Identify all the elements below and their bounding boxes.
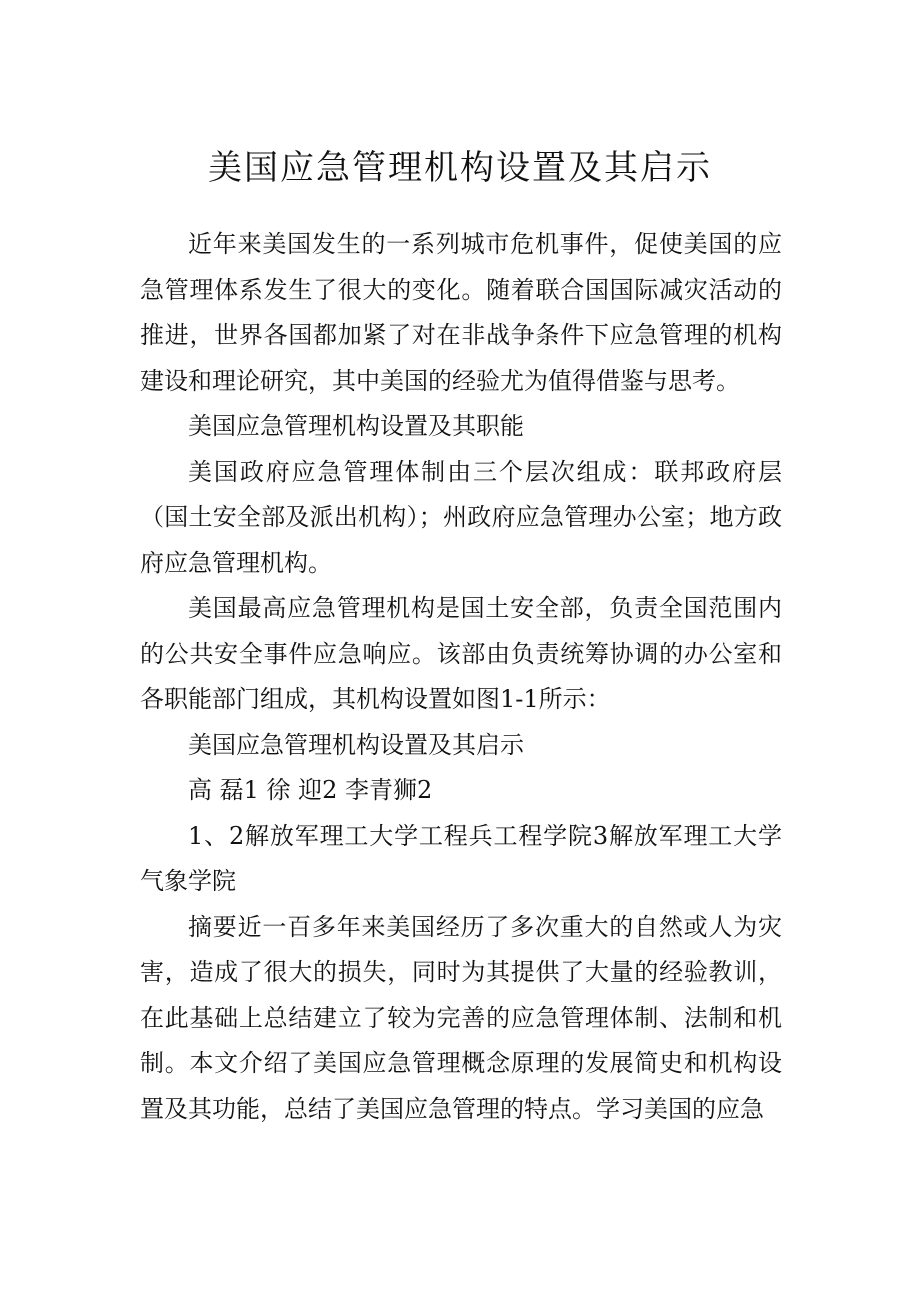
paragraph-intro: 近年来美国发生的一系列城市危机事件，促使美国的应急管理体系发生了很大的变化。随着联合国国际减灾活动的推进，世界各国都加紧了对在非战争条件下应急管理的机构建设和理论研究，其中美国的经验尤为值得借鉴与思考。 xyxy=(140,230,782,395)
document-body xyxy=(140,222,782,1132)
paragraph-system-levels: 美国政府应急管理体制由三个层次组成：联邦政府层（国土安全部及派出机构）；州政府应急管理办公室；地方政府应急管理机构。 xyxy=(140,457,782,577)
paper-title-line: 美国应急管理机构设置及其启示 xyxy=(188,730,524,759)
section-heading-functions: 美国应急管理机构设置及其职能 xyxy=(188,412,524,440)
authors-line: 高 磊1 徐 迎2 李青狮2 xyxy=(188,776,433,804)
document-title: 美国应急管理机构设置及其启示 xyxy=(208,148,712,188)
paragraph-homeland-security: 美国最高应急管理机构是国土安全部，负责全国范围内的公共安全事件应急响应。该部由负责统筹协调的办公室和各职能部门组成，其机构设置如图1-1所示： xyxy=(140,594,782,713)
abstract-paragraph: 摘要近一百多年来美国经历了多次重大的自然或人为灾害，造成了很大的损失，同时为其提供了大量的经验教训，在此基础上总结建立了较为完善的应急管理体制、法制和机制。本文介绍了美国应急管理概念原理的发展简史和机构设置及其功能，总结了美国应急管理的特点。学习美国的应急 xyxy=(140,912,782,1123)
affiliations-line: 1、2解放军理工大学工程兵工程学院3解放军理工大学气象学院 xyxy=(140,821,782,895)
